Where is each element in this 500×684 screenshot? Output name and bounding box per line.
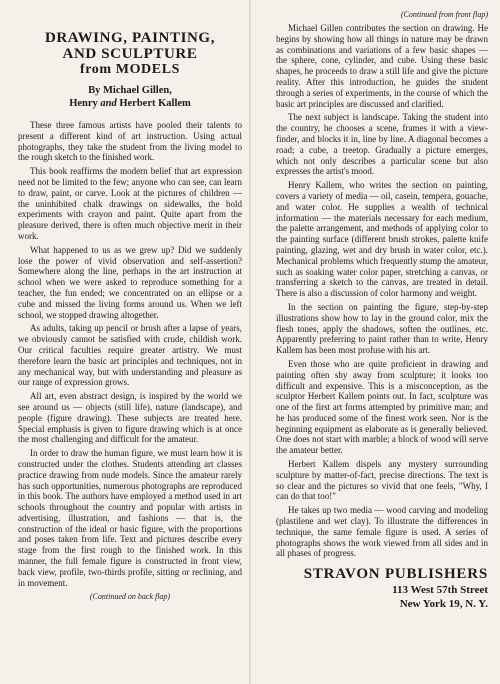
publisher-address-city: New York 19, N. Y. xyxy=(399,598,488,611)
author-byline xyxy=(18,84,242,110)
front-paragraph-3: What happened to us as we grew up? Did we suddenly lose the power of vivid observation and self-assertion? Somewhere along the line, perhaps in the art instruction at school when we were asked to reproduce something for a teacher, the fun ended; we concentrated on an ellipse or a cube and missed the living forms around us. When we left school, we stopped drawing altogether. xyxy=(18,244,242,320)
author-and: and xyxy=(100,98,117,109)
author-line-2 xyxy=(18,97,242,110)
back-paragraph-1: Michael Gillen contributes the section on drawing. He begins by showing how all things in nature may be drawn as combinations and variations of a few basic shapes — the sphere, cone, cylinder, and cube. Using these basic shapes, he proceeds to draw a still life and give the picture reality. After this introduction, he guides the student through a series of experiments, in the course of which the basic art principles are discussed and clarified. xyxy=(276,23,488,109)
author-henry: Henry xyxy=(69,98,101,109)
author-line-1: By Michael Gillen, xyxy=(88,85,172,96)
book-title xyxy=(18,30,242,78)
back-paragraph-3: Henry Kallem, who writes the section on painting, covers a variety of media — oil, casein, tempera, gouache, and water color. He supplies a wealth of technical information — the materials necessary for each medium, the palette arrangement, and methods of applying color to the painting surface (different brush strokes, palette knife painting, glazing, wet and dry brush in water color, etc.). Mechanical problems which frequently stump the amateur, such as soaking water color paper, stretching a canvas, or transferring a sketch to the canvas, are treated in detail. There is also a discussion of color harmony and weight. xyxy=(276,180,488,299)
publisher-name: STRAVON PUBLISHERS xyxy=(303,566,488,583)
title-line-2: AND SCULPTURE xyxy=(62,46,198,62)
back-paragraph-5: Even those who are quite proficient in drawing and painting often shy away from sculpture; it looks too difficult and expensive. This is a misconception, as the sculptor Herbert Kallem points out. In fact, sculpture was one of the first art forms attempted by primitive man; and he has produced some of the finest work seen. Nor is the beginning equipment as elaborate as is generally believed. One does not start with marble; a block of wood will serve the amateur better. xyxy=(276,358,488,456)
front-paragraph-1: These three famous artists have pooled their talents to present a different kind of art instruction. Using actual photographs, they take the student from the living model to the rough sketch to the finished work. xyxy=(18,120,242,163)
front-paragraph-2: This book reaffirms the modern belief that art expression need not be limited to the few; anyone who can see, can learn to draw, paint, or carve. Look at the pictures of children — the uninhibited chalk drawings on sidewalks, the bold experiments with crayon and paint. Quite apart from the pleasure derived, there is often much objective merit in their work. xyxy=(18,166,242,241)
back-paragraph-6: Herbert Kallem dispels any mystery surrounding sculpture by matter-of-fact, precise directions. The text is so clear and the pictures so vivid that one feels, "Why, I can do that too!" xyxy=(276,459,488,502)
continued-on-back-note: (Continued on back flap) xyxy=(89,592,171,602)
continued-from-front-note: (Continued from front flap) xyxy=(400,10,488,19)
back-paragraph-7: He takes up two media — wood carving and modeling (plastilene and wet clay). To illustrate the differences in technique, the same female figure is used. A series of photographs shows the work viewed from all sides and in all phases of progress. xyxy=(276,505,488,559)
publisher-block xyxy=(276,565,488,611)
back-paragraph-4: In the section on painting the figure, step-by-step illustrations show how to lay in the ground color, mix the flesh tones, apply the shadows, soften the outlines, etc. Apparently preferring to paint rather than to write, Henry Kallem has been most profuse with his art. xyxy=(276,301,488,356)
front-paragraph-4: As adults, taking up pencil or brush after a lapse of years, we obviously cannot be satisfied with crude, childish work. Our critical faculties require greater artistry. We must therefore learn the basic art principles and techniques, not in any mechanical way, but with understanding and pleasure as our range of expression grows. xyxy=(18,323,242,388)
title-line-3: from MODELS xyxy=(79,62,181,77)
front-paragraph-5: All art, even abstract design, is inspired by the world we see around us — objects (still life), nature (landscape), and people (figure drawing). These subjects are treated here. Special emphasis is given to figure drawing which is at once the most challenging and difficult for the amateur. xyxy=(18,391,242,445)
publisher-address-street: 113 West 57th Street xyxy=(392,584,488,597)
back-flap xyxy=(250,0,500,684)
front-paragraph-6: In order to draw the human figure, we must learn how it is constructed under the clothes. Students attending art classes practice drawing from nude models. Since the amateur rarely has such opportunities, numerous photographs are reproduced in this book. The authors have employed a method used in art schools throughout the country and popular with artists in advertising, illustration, and fashions — that is, the construction of the ideal or basic figure, with the proportions and poses taken from life. Text and pictures describe every stage from the first rough to the finished work. In this manner, the full female figure is constructed in front view, back view, profile, two-thirds profile, sitting or reclining, and in movement. xyxy=(18,448,242,588)
title-line-1: DRAWING, PAINTING, xyxy=(44,30,216,46)
back-paragraph-2: The next subject is landscape. Taking the student into the country, he chooses a scene, frames it with a view-finder, and blocks it in, line by line. A diagonal becomes a road; a cube, a treetop. Gradually a picture emerges, which not only describes a particular scene but also expresses the artist's mood. xyxy=(276,112,488,177)
author-herbert: Herbert Kallem xyxy=(116,98,191,109)
